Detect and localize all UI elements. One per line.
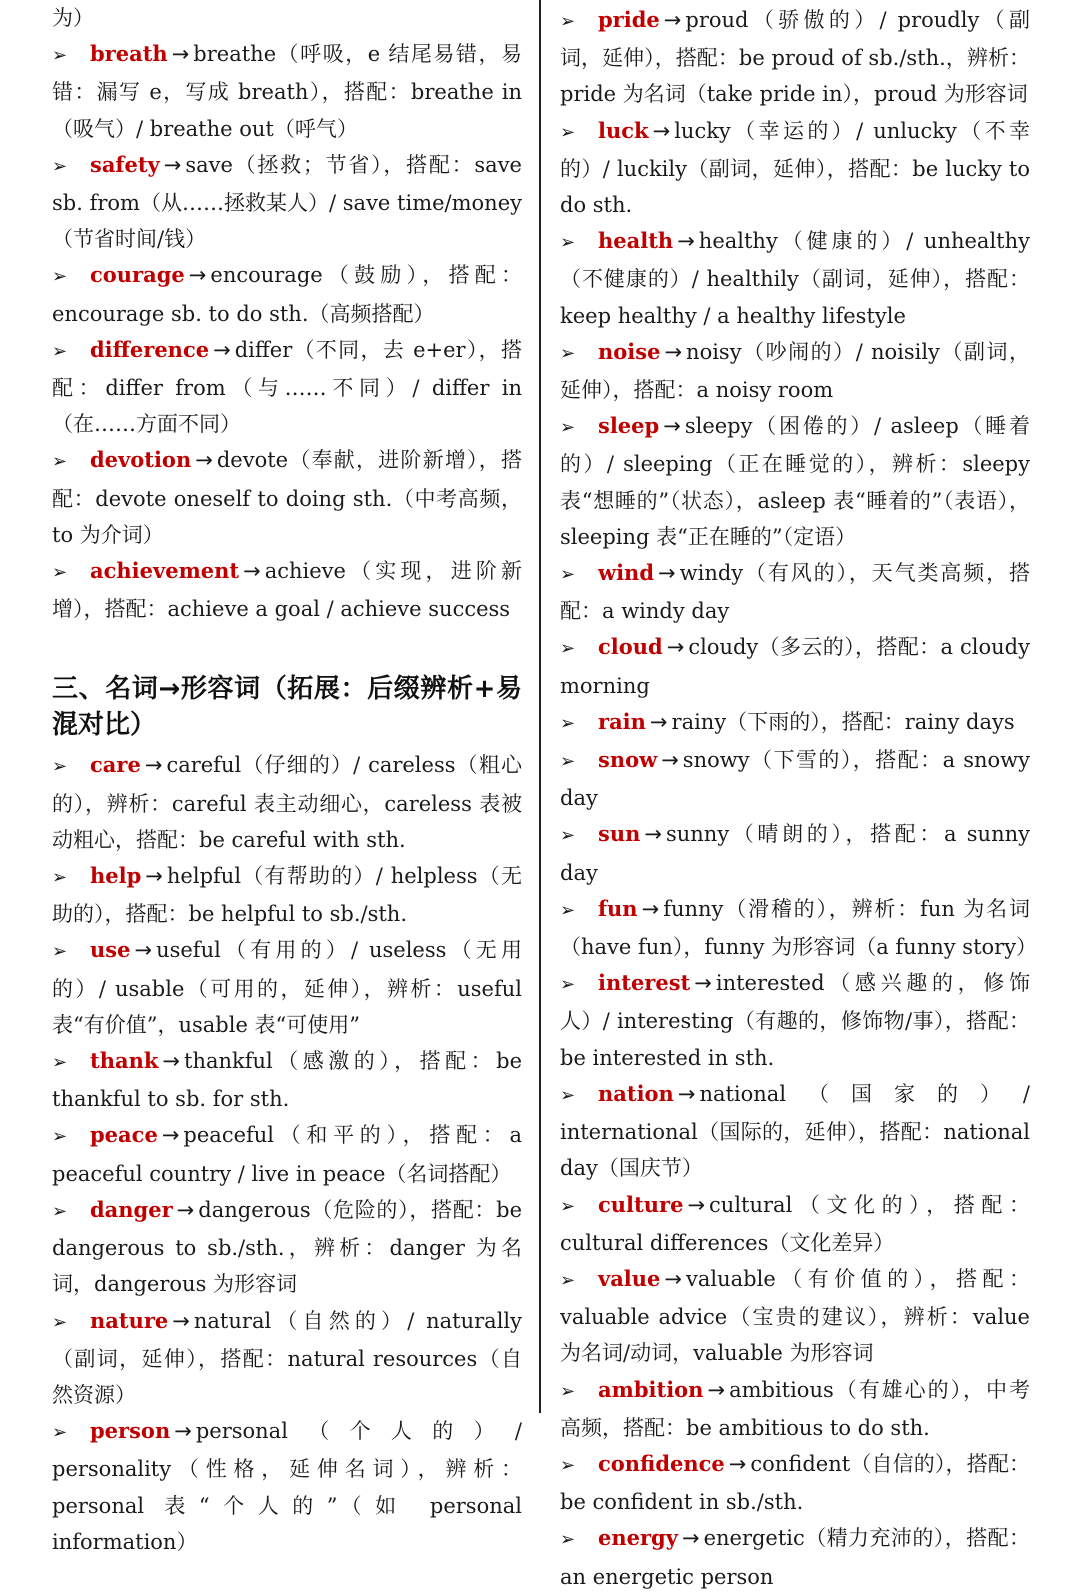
vocab-entry (560, 1372, 1030, 1446)
vocab-entry (52, 1192, 522, 1303)
entry-arrow: → (213, 337, 231, 362)
entry-arrow: → (176, 1197, 195, 1222)
section-heading: 三、名词→形容词（拓展：后缀辨析+易混对比） (52, 674, 522, 741)
entry-word: help (90, 863, 142, 889)
vocab-entry (52, 442, 522, 553)
entry-text: sleepy（困倦的）/ asleep（睡着的）/ sleeping（正在睡觉的），辨析：sleepy 表“想睡的”（状态），asleep 表“睡着的”（表语），sleeping 表“正在睡的”（定语） (560, 414, 1030, 549)
entry-word: achievement (90, 558, 240, 584)
column-divider (539, 0, 541, 1413)
entry-word: pride (598, 7, 660, 32)
entry-text: noisy（吵闹的）/ noisily（副词，延伸），搭配：a noisy room (560, 339, 1030, 403)
entry-text: confident（自信的），搭配：be confident in sb./sth. (560, 1451, 1030, 1515)
entry-arrow: → (664, 1266, 683, 1291)
entry-text: save（拯救；节省），搭配：save sb. from（从……拯救某人）/ save time/money（节省时间/钱） (52, 152, 522, 252)
bullet-arrow-icon: ➢ (52, 756, 68, 778)
entry-arrow: → (663, 414, 681, 439)
bullet-arrow-icon: ➢ (560, 11, 576, 32)
vocab-entry (560, 1076, 1030, 1187)
entry-word: difference (90, 336, 210, 362)
vocab-entry (560, 334, 1030, 408)
bullet-arrow-icon: ➢ (52, 1126, 68, 1148)
entry-arrow: → (694, 971, 712, 996)
vocab-entry (560, 1520, 1030, 1594)
vocab-entry (560, 408, 1030, 555)
entry-arrow: → (666, 635, 685, 660)
entry-arrow: → (243, 559, 261, 584)
entry-text: energetic（精力充沛的），搭配：an energetic person (560, 1526, 1030, 1589)
vocab-entry (560, 2, 1030, 113)
bullet-arrow-icon: ➢ (52, 941, 68, 963)
vocab-entry (52, 332, 522, 443)
entry-word: breath (90, 41, 168, 67)
entry-word: care (90, 752, 141, 778)
entry-text: dangerous（危险的），搭配：be dangerous to sb./sth.，辨析：danger 为名词，dangerous 为形容词 (52, 1197, 522, 1297)
entry-arrow: → (644, 822, 662, 847)
entry-word: noise (598, 338, 661, 364)
entry-text: interested（感兴趣的，修饰人）/ interesting（有趣的，修饰物/事），搭配：be interested in sth. (560, 971, 1030, 1070)
entry-word: nation (598, 1080, 674, 1106)
vocab-entry (52, 1117, 522, 1191)
entry-text: funny（滑稽的），辨析：fun 为名词（have fun），funny 为形容词（a funny story） (560, 896, 1038, 960)
vocab-entry (560, 742, 1030, 816)
bullet-arrow-icon: ➢ (560, 1529, 576, 1551)
entry-text: sunny（晴朗的），搭配：a sunny day (560, 822, 1030, 885)
entry-word: snow (598, 747, 658, 773)
entry-arrow: → (161, 1123, 180, 1148)
bullet-arrow-icon: ➢ (560, 751, 576, 773)
vocab-entry (52, 147, 522, 258)
vocab-entry (52, 1043, 522, 1117)
entry-arrow: → (677, 229, 695, 254)
entry-arrow: → (687, 1192, 706, 1217)
entry-word: use (90, 937, 131, 963)
entry-text: breathe（呼吸，e 结尾易错，易错：漏写 e，写成 breath），搭配：breathe in（吸气）/ breathe out（呼气） (52, 42, 522, 141)
entry-arrow: → (728, 1451, 747, 1476)
entry-text: helpful（有帮助的）/ helpless（无助的），搭配：be helpful to sb./sth. (52, 864, 522, 927)
bullet-arrow-icon: ➢ (52, 1422, 68, 1444)
entry-text: ambitious（有雄心的），中考高频，搭配：be ambitious to do sth. (560, 1377, 1030, 1440)
entry-text: achieve（实现，进阶新增），搭配：achieve a goal / achieve success (52, 559, 522, 622)
entry-word: devotion (90, 447, 192, 473)
entry-text: personal（个人的）/ personality（性格，延伸名词），辨析：personal 表“个人的”（如 personal information） (52, 1419, 522, 1554)
bullet-arrow-icon: ➢ (52, 1200, 68, 1222)
right-column (560, 2, 1038, 1589)
entry-arrow: → (174, 1419, 192, 1444)
bullet-arrow-icon: ➢ (560, 1454, 576, 1476)
entry-arrow: → (641, 896, 660, 921)
entry-arrow: → (652, 118, 671, 143)
entry-text: devote（奉献，进阶新增），搭配：devote oneself to doing sth.（中考高频，to 为介词） (52, 448, 522, 547)
entry-word: wind (598, 560, 655, 586)
entry-text: thankful（感激的），搭配：be thankful to sb. for sth. (52, 1049, 522, 1112)
entry-text: proud（骄傲的）/ proudly（副词，延伸），搭配：be proud of sb./sth.，辨析：pride 为名词（take pride in），proud 为形容词 (560, 8, 1030, 107)
bullet-arrow-icon: ➢ (52, 155, 68, 177)
vocab-entry (560, 891, 1038, 965)
entry-word: person (90, 1418, 171, 1444)
bullet-arrow-icon: ➢ (52, 867, 68, 889)
entry-arrow: → (145, 864, 163, 889)
vocab-entry (560, 223, 1030, 334)
entry-arrow: → (658, 561, 676, 586)
entry-word: luck (598, 117, 649, 143)
vocab-entry (52, 1413, 522, 1560)
entry-word: sun (598, 821, 641, 847)
entry-text: encourage（鼓励），搭配：encourage sb. to do sth.（高频搭配） (52, 263, 522, 326)
vocab-entry (560, 816, 1030, 890)
bullet-arrow-icon: ➢ (560, 1195, 576, 1217)
bullet-arrow-icon: ➢ (52, 266, 68, 288)
bullet-arrow-icon: ➢ (560, 825, 576, 847)
entry-word: health (598, 228, 674, 254)
entry-word: courage (90, 262, 185, 288)
entry-arrow: → (661, 748, 679, 773)
bullet-arrow-icon: ➢ (560, 232, 576, 254)
bullet-arrow-icon: ➢ (52, 45, 68, 67)
entry-text: valuable（有价值的），搭配：valuable advice（宝贵的建议），辨析：value 为名词/动词，valuable 为形容词 (560, 1266, 1030, 1366)
entry-arrow: → (681, 1526, 700, 1551)
entry-arrow: → (188, 263, 207, 288)
vocab-entry (560, 113, 1030, 224)
entry-text: careful（仔细的）/ careless（粗心的），辨析：careful 表主动细心，careless 表被动粗心，搭配：be careful with sth. (52, 753, 522, 852)
bullet-arrow-icon: ➢ (52, 340, 68, 362)
vocab-entry (560, 704, 1030, 742)
entry-word: sleep (598, 413, 660, 439)
entry-text: differ（不同，去 e+er），搭配：differ from（与……不同）/ differ in（在……方面不同） (52, 337, 522, 437)
bullet-arrow-icon: ➢ (560, 342, 576, 364)
vocab-entry (52, 747, 522, 858)
entry-word: ambition (598, 1376, 704, 1402)
entry-text: healthy（健康的）/ unhealthy（不健康的）/ healthily（副词，延伸），搭配：keep healthy / a healthy lifestyle (560, 229, 1030, 328)
entry-arrow: → (171, 42, 190, 67)
vocab-entry (560, 629, 1030, 703)
entry-text: cloudy（多云的），搭配：a cloudy morning (560, 635, 1030, 698)
bullet-arrow-icon: ➢ (560, 899, 576, 921)
bullet-arrow-icon: ➢ (560, 564, 576, 586)
entry-word: danger (90, 1196, 173, 1222)
entry-arrow: → (195, 448, 213, 473)
vocab-entry (52, 858, 522, 932)
bullet-arrow-icon: ➢ (560, 417, 576, 439)
bullet-arrow-icon: ➢ (560, 1380, 576, 1402)
entry-text: rainy（下雨的），搭配：rainy days (671, 709, 1015, 734)
bullet-arrow-icon: ➢ (560, 638, 576, 660)
bullet-arrow-icon: ➢ (560, 1269, 576, 1291)
entry-text: snowy（下雪的），搭配：a snowy day (560, 748, 1030, 811)
right-entry-list (560, 2, 1038, 1595)
bullet-arrow-icon: ➢ (560, 121, 576, 143)
vocab-entry (52, 553, 522, 627)
vocab-entry (52, 1303, 522, 1414)
vocab-entry (560, 1446, 1030, 1520)
entry-word: rain (598, 708, 646, 734)
entry-text: windy（有风的），天气类高频，搭配：a windy day (560, 561, 1030, 624)
entry-word: culture (598, 1191, 684, 1217)
entry-text: useful（有用的）/ useless（无用的）/ usable（可用的，延伸），辨析：useful 表“有价值”，usable 表“可使用” (52, 938, 522, 1037)
entry-word: energy (598, 1525, 678, 1551)
entry-arrow: → (162, 1049, 181, 1074)
bullet-arrow-icon: ➢ (52, 562, 68, 584)
entry-text: national（国家的）/ international（国际的，延伸），搭配：national day（国庆节） (560, 1081, 1030, 1181)
left-entry-list-b (52, 747, 522, 1559)
bullet-arrow-icon: ➢ (52, 451, 68, 473)
entry-word: peace (90, 1122, 158, 1148)
vocab-entry (52, 932, 522, 1043)
entry-word: nature (90, 1307, 169, 1333)
entry-word: thank (90, 1048, 159, 1074)
entry-word: cloud (598, 634, 663, 660)
entry-arrow: → (664, 339, 683, 364)
entry-arrow: → (144, 753, 163, 778)
vocab-entry (52, 257, 522, 331)
top-fragment: 为） (52, 6, 94, 30)
entry-text: peaceful（和平的），搭配：a peaceful country / live in peace（名词搭配） (52, 1123, 522, 1186)
vocab-entry (560, 965, 1030, 1076)
vocab-entry (560, 1187, 1030, 1261)
entry-arrow: → (134, 938, 153, 963)
entry-word: safety (90, 151, 160, 177)
entry-text: cultural（文化的），搭配：cultural differences（文化差异） (560, 1192, 1030, 1255)
left-entry-list-a (52, 36, 522, 627)
entry-arrow: → (707, 1377, 726, 1402)
entry-arrow: → (163, 152, 182, 177)
bullet-arrow-icon: ➢ (560, 974, 576, 996)
entry-word: confidence (598, 1450, 725, 1476)
entry-arrow: → (663, 8, 682, 32)
vocab-entry (52, 36, 522, 147)
entry-arrow: → (677, 1081, 696, 1106)
vocab-entry (560, 1261, 1030, 1372)
entry-word: interest (598, 970, 691, 996)
entry-text: natural（自然的）/ naturally（副词，延伸），搭配：natural resources（自然资源） (52, 1308, 522, 1407)
vocab-entry (560, 555, 1030, 629)
bullet-arrow-icon: ➢ (52, 1311, 68, 1333)
entry-text: lucky（幸运的）/ unlucky（不幸的）/ luckily（副词，延伸），搭配：be lucky to do sth. (560, 118, 1030, 218)
entry-arrow: → (172, 1308, 190, 1333)
bullet-arrow-icon: ➢ (560, 712, 576, 734)
bullet-arrow-icon: ➢ (560, 1084, 576, 1106)
entry-word: value (598, 1265, 661, 1291)
entry-arrow: → (649, 709, 668, 734)
entry-word: fun (598, 895, 638, 921)
bullet-arrow-icon: ➢ (52, 1052, 68, 1074)
left-column (52, 0, 522, 1554)
